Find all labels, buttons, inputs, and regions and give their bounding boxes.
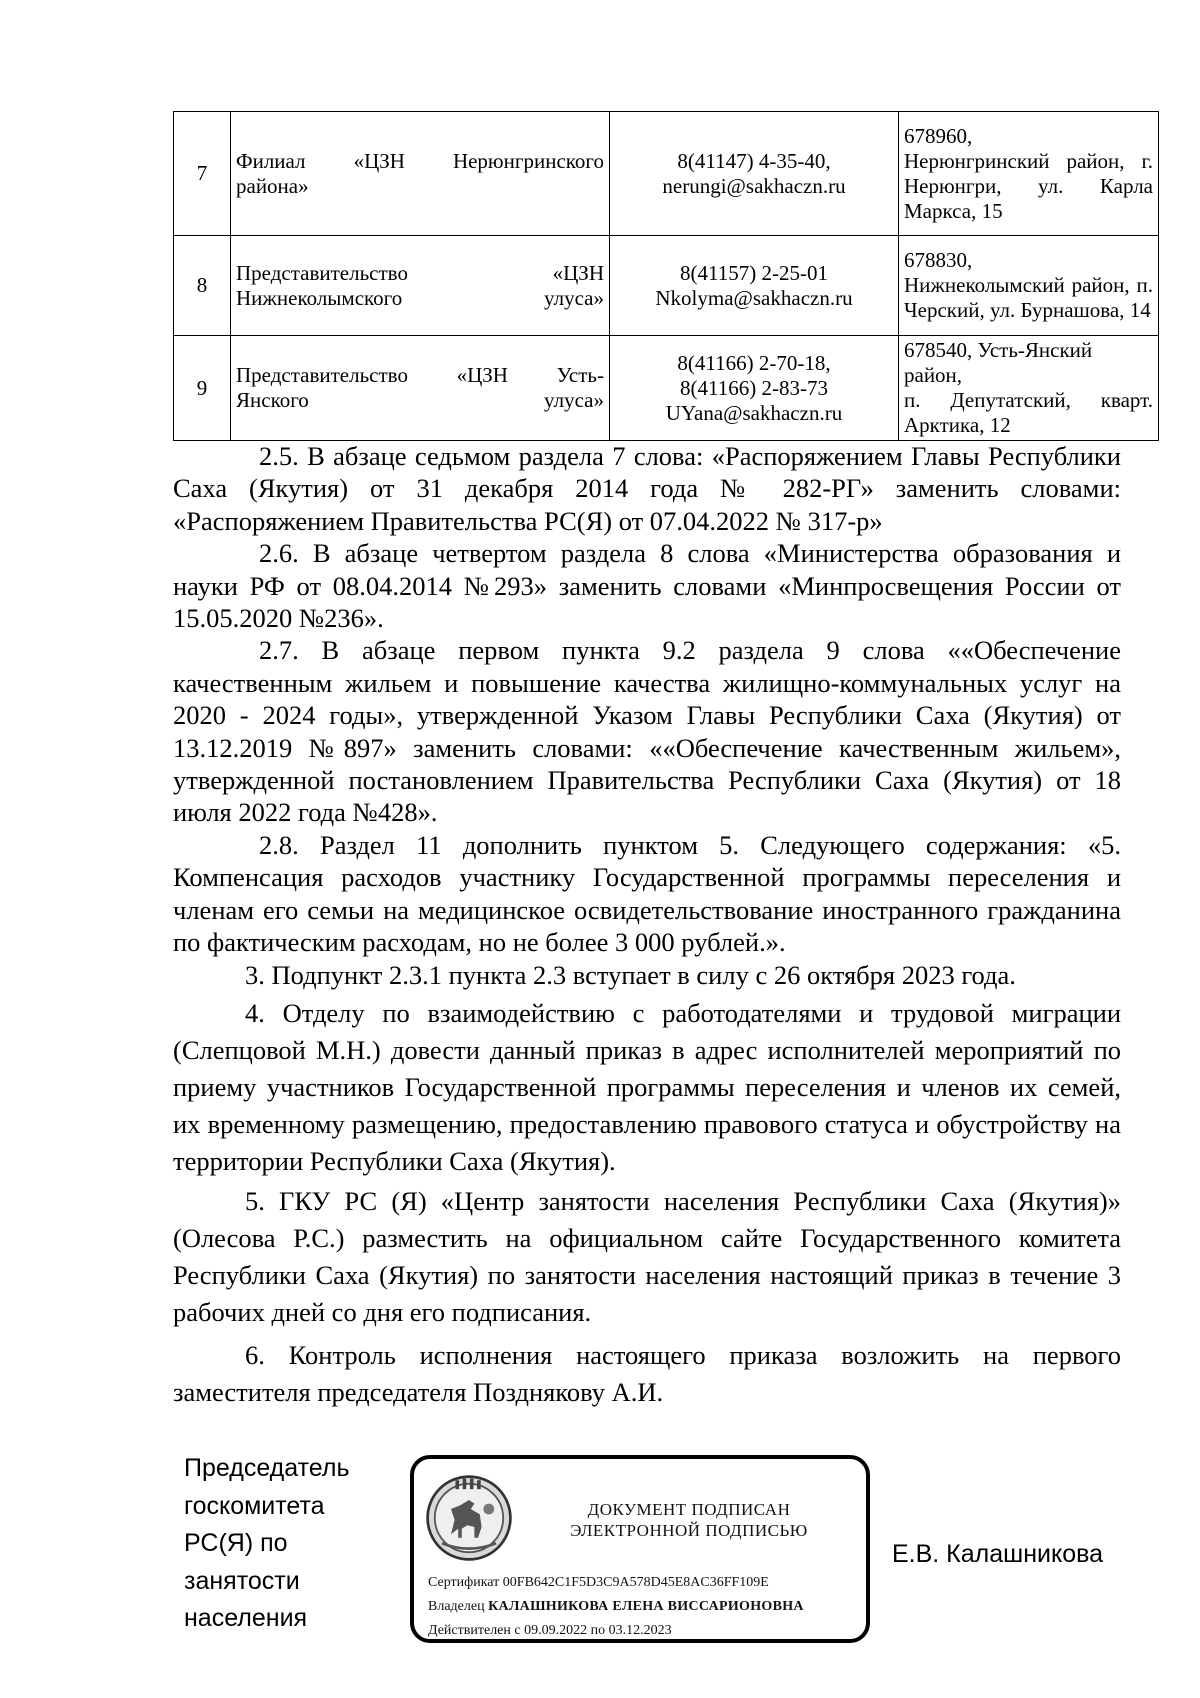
branch-name: Представительство «ЦЗН Нижнеколымского улуса»: [231, 236, 610, 336]
signer-name: Е.В. Калашникова: [892, 1540, 1103, 1568]
coat-of-arms-icon: [424, 1473, 514, 1563]
paragraph-2-7: 2.7. В абзаце первом пункта 9.2 раздела 9 слова ««Обеспечение качественным жильем и повышение качества жилищно-коммунальных услуг на 2020 - 2024 годы», утвержденной Указом Главы Республики Саха (Якутия) от 13.12.2019 №897» заменить словами: ««Обеспечение качественным жильем», утвержденной постановлением Правительства Республики Саха (Якутия) от 18 июля 2022 года №428».: [173, 635, 1121, 828]
paragraph-4: 4. Отделу по взаимодействию с работодателями и трудовой миграции (Слепцовой М.Н.) довести данный приказ в адрес исполнителей мероприятий по приему участников Государственной программы переселения и членов их семей, их временному размещению, предоставлению правового статуса и обустройству на территории Республики Саха (Якутия).: [173, 998, 1121, 1176]
row-number: 8: [174, 236, 231, 336]
branch-address: 678540, Усть-Янский район, п. Депутатский, кварт. Арктика, 12: [899, 336, 1159, 441]
paragraph-2-6: 2.6. В абзаце четвертом раздела 8 слова «Министерства образования и науки РФ от 08.04.2014 №293» заменить словами «Минпросвещения России от 15.05.2020 №236».: [173, 538, 1121, 634]
branch-contacts: 8(41147) 4-35-40, nerungi@sakhaczn.ru: [610, 112, 899, 236]
branch-contacts: 8(41166) 2-70-18, 8(41166) 2-83-73 UYana@sakhaczn.ru: [610, 336, 899, 441]
row-number: 7: [174, 112, 231, 236]
electronic-signature-stamp: [410, 1455, 870, 1643]
paragraph-2-5: 2.5. В абзаце седьмом раздела 7 слова: «Распоряжением Главы Республики Саха (Якутия) от 31 декабря 2014 года № 282-РГ» заменить словами: «Распоряжением Правительства РС(Я) от 07.04.2022 № 317-р»: [173, 441, 1121, 536]
publication-block: [173, 1183, 1121, 1331]
table-row: [174, 336, 1159, 441]
branch-contacts: 8(41157) 2-25-01 Nkolyma@sakhaczn.ru: [610, 236, 899, 336]
signer-position: Председатель госкомитета РС(Я) по занятости населения: [184, 1454, 350, 1632]
owner-line: Владелец КАЛАШНИКОВА ЕЛЕНА ВИССАРИОНОВНА: [428, 1599, 804, 1614]
paragraph-6: 6. Контроль исполнения настоящего приказа возложить на первого заместителя председателя Позднякову А.И.: [173, 1340, 1121, 1407]
branch-address: 678830, Нижнеколымский район, п. Черский, ул. Бурнашова, 14: [899, 236, 1159, 336]
validity-line: Действителен с 09.09.2022 по 03.12.2023: [428, 1623, 672, 1638]
amendments-block: [173, 440, 1121, 991]
orders-block: [173, 995, 1121, 1180]
paragraph-2-8: 2.8. Раздел 11 дополнить пунктом 5. Следующего содержания: «5. Компенсация расходов участнику Государственной программы переселения и членам его семьи на медицинское освидетельствование иностранного гражданина по фактическим расходам, но не более 3 000 рублей.».: [173, 829, 1121, 958]
table-row: [174, 112, 1159, 236]
branch-address: 678960, Нерюнгринский район, г. Нерюнгри, ул. Карла Маркса, 15: [899, 112, 1159, 236]
control-block: [173, 1337, 1121, 1411]
branch-name: Филиал «ЦЗН Нерюнгринского района»: [231, 112, 610, 236]
certificate-line: Сертификат 00FB642C1F5D3C9A578D45E8AC36FF109E: [428, 1575, 769, 1590]
stamp-title: ДОКУМЕНТ ПОДПИСАН ЭЛЕКТРОННОЙ ПОДПИСЬЮ: [570, 1500, 808, 1540]
row-number: 9: [174, 336, 231, 441]
branches-table: [173, 111, 1159, 441]
table-row: [174, 236, 1159, 336]
paragraph-3: 3. Подпункт 2.3.1 пункта 2.3 вступает в силу с 26 октября 2023 года.: [245, 959, 1016, 990]
branch-name: Представительство «ЦЗН Усть- Янского улуса»: [231, 336, 610, 441]
paragraph-5: 5. ГКУ РС (Я) «Центр занятости населения Республики Саха (Якутия)» (Олесова Р.С.) разместить на официальном сайте Государственного комитета Республики Саха (Якутия) по занятости населения настоящий приказ в течение 3 рабочих дней со дня его подписания.: [173, 1186, 1121, 1327]
